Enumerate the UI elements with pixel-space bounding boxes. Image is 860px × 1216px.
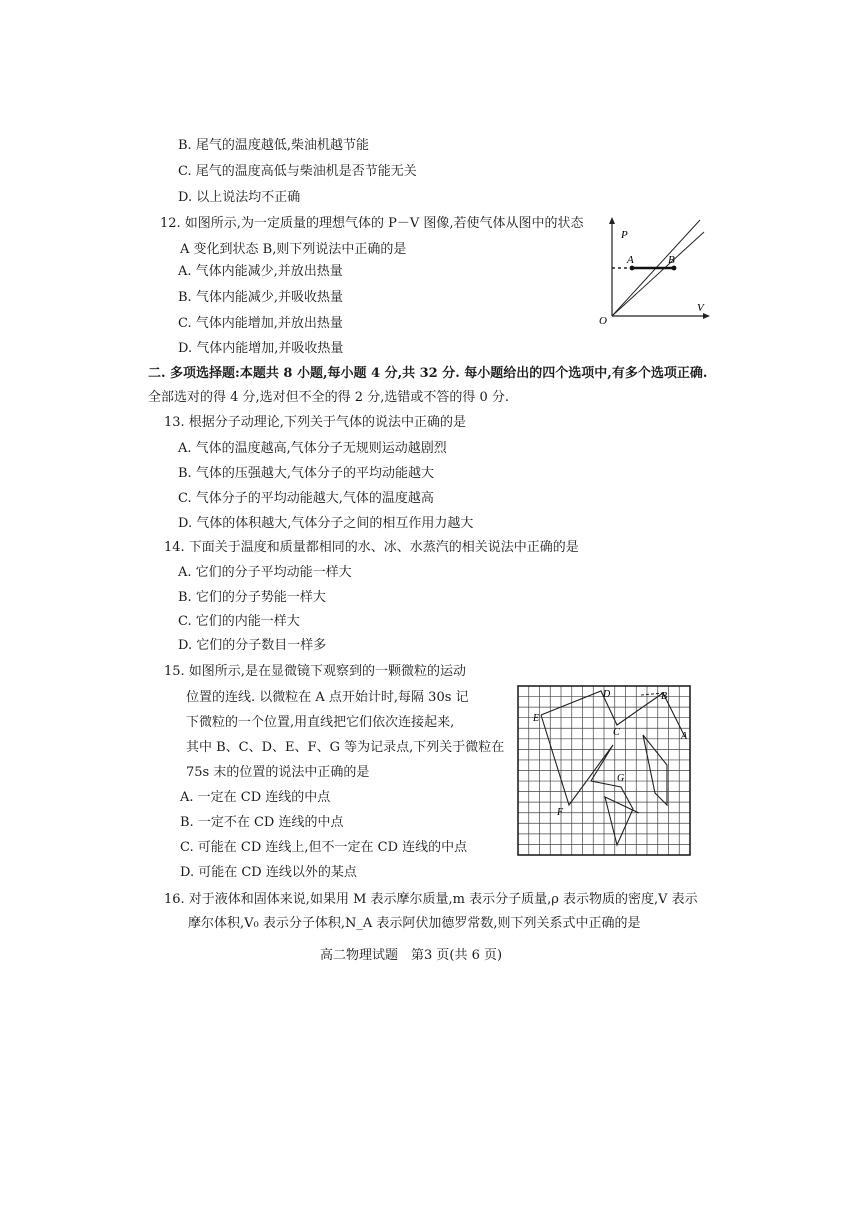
q15-option-c: C. 可能在 CD 连线上,但不一定在 CD 连线的中点 [180, 840, 468, 855]
q15-stem-line2: 位置的连线. 以微粒在 A 点开始计时,每隔 30s 记 [186, 690, 469, 705]
q13-option-d: D. 气体的体积越大,气体分子之间的相互作用力越大 [178, 516, 474, 531]
grid [518, 686, 690, 855]
isochore-shallow [612, 232, 704, 316]
pv-diagram [596, 216, 714, 328]
q12-option-a: A. 气体内能减少,并放出热量 [178, 264, 343, 279]
q15-option-b: B. 一定不在 CD 连线的中点 [180, 815, 344, 830]
state-b-point [672, 266, 677, 271]
q14-option-c: C. 它们的内能一样大 [178, 614, 300, 629]
p-axis-label: P [621, 229, 628, 241]
point-e-label: E [533, 713, 540, 724]
q13-option-a: A. 气体的温度越高,气体分子无规则运动越剧烈 [178, 441, 447, 456]
point-d-label: D [603, 689, 611, 700]
v-axis-arrow [703, 313, 710, 319]
q11-option-b: B. 尾气的温度越低,柴油机越节能 [178, 138, 369, 153]
q11-option-d: D. 以上说法均不正确 [178, 190, 301, 205]
path-right [643, 735, 667, 805]
q14-stem: 14. 下面关于温度和质量都相同的水、冰、水蒸汽的相关说法中正确的是 [164, 540, 579, 555]
q11-option-c: C. 尾气的温度高低与柴油机是否节能无关 [178, 164, 417, 179]
q15-stem-line3: 下微粒的一个位置,用直线把它们依次连接起来, [186, 715, 455, 730]
q15-option-d: D. 可能在 CD 连线以外的某点 [180, 865, 357, 880]
v-axis-label: V [697, 302, 704, 314]
q13-option-b: B. 气体的压强越大,气体分子的平均动能越大 [178, 466, 434, 481]
point-c-label: C [613, 727, 620, 738]
q12-option-b: B. 气体内能减少,并吸收热量 [178, 290, 343, 305]
q15-stem-line4: 其中 B、C、D、E、F、G 等为记录点,下列关于微粒在 [186, 740, 505, 755]
section-2-heading-line2: 全部选对的得 4 分,选对但不全的得 2 分,选错或不答的得 0 分. [148, 390, 510, 405]
origin-label: O [599, 315, 607, 327]
q16-stem-line2: 摩尔体积,V₀ 表示分子体积,N_A 表示阿伏加德罗常数,则下列关系式中正确的是 [188, 916, 641, 931]
q12-stem-line1: 12. 如图所示,为一定质量的理想气体的 P－V 图像,若使气体从图中的状态 [160, 216, 584, 231]
q13-option-c: C. 气体分子的平均动能越大,气体的温度越高 [178, 491, 434, 506]
state-a-label: A [627, 254, 634, 266]
q12-stem-line2: A 变化到状态 B,则下列说法中正确的是 [180, 242, 407, 257]
q14-option-a: A. 它们的分子平均动能一样大 [178, 565, 352, 580]
brownian-motion-diagram [517, 685, 692, 857]
q14-option-d: D. 它们的分子数目一样多 [178, 638, 327, 653]
q12-option-d: D. 气体内能增加,并吸收热量 [178, 341, 344, 356]
q13-stem: 13. 根据分子动理论,下列关于气体的说法中正确的是 [164, 415, 466, 430]
point-f-label: F [557, 807, 564, 818]
point-a-label: A [681, 731, 688, 742]
state-a-point [630, 266, 635, 271]
section-2-heading-line1: 二. 多项选择题:本题共 8 小题,每小题 4 分,共 32 分. 每小题给出的四个选项中,有多个选项正确. [148, 366, 708, 381]
page-footer: 高二物理试题 第3 页(共 6 页) [320, 948, 503, 963]
q15-stem-line1: 15. 如图所示,是在显微镜下观察到的一颗微粒的运动 [164, 664, 466, 679]
path-middle [541, 715, 639, 845]
q14-option-b: B. 它们的分子势能一样大 [178, 590, 326, 605]
p-axis-arrow [609, 217, 615, 224]
q15-stem-line5: 75s 末的位置的说法中正确的是 [186, 765, 370, 780]
point-g-label: G [617, 773, 625, 784]
state-b-label: B [668, 254, 675, 266]
point-b-label: B [661, 691, 668, 702]
q12-option-c: C. 气体内能增加,并放出热量 [178, 316, 343, 331]
q15-option-a: A. 一定在 CD 连线的中点 [180, 790, 331, 805]
q16-stem-line1: 16. 对于液体和固体来说,如果用 M 表示摩尔质量,m 表示分子质量,ρ 表示物质的密度,V 表示 [164, 892, 698, 907]
